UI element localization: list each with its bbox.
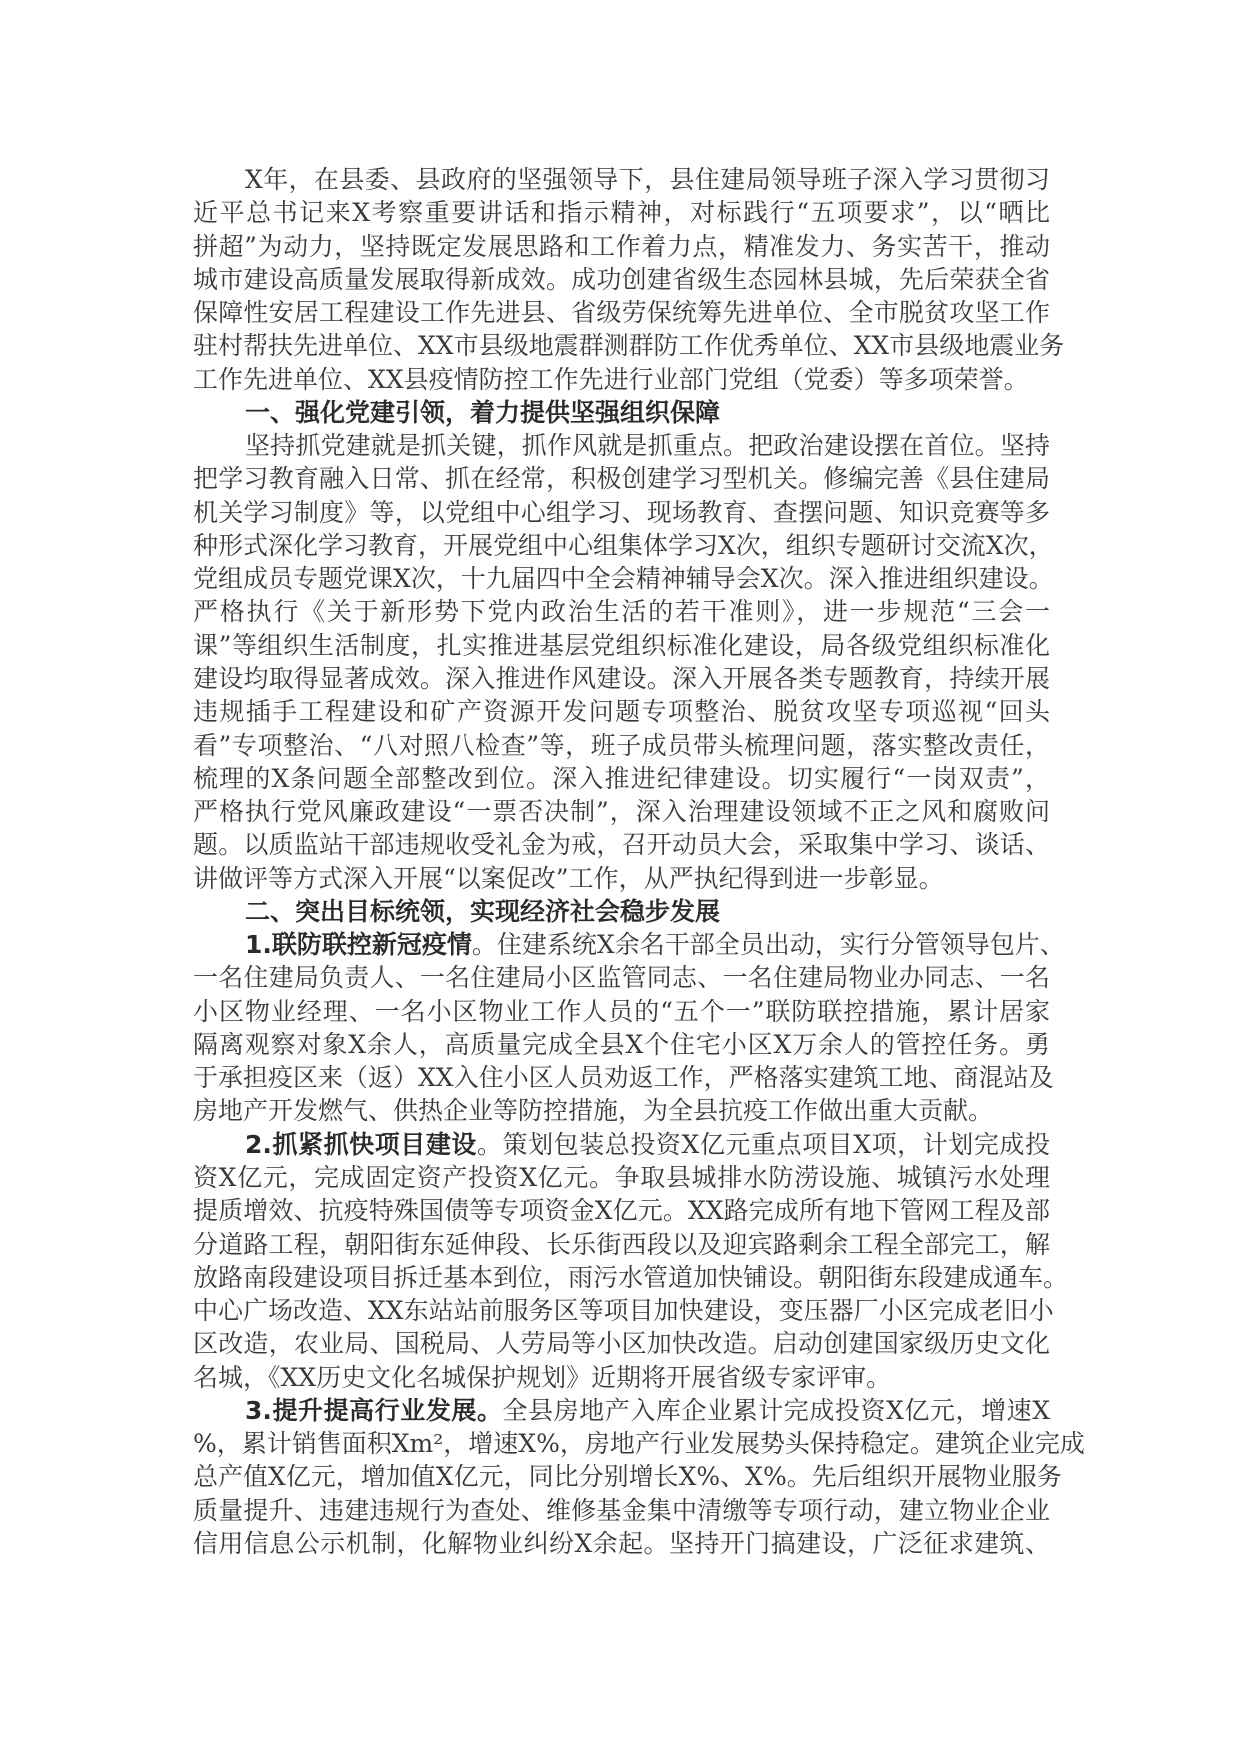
item-1-text: 。住建系统X余名干部全员出动，实行分管领导包片、 — [471, 930, 1065, 960]
section1-line: 严格执行《关于新形势下党内政治生活的若干准则》，进一步规范“三会一 — [193, 597, 1050, 627]
section-heading-1: 一、强化党建引领，着力提供坚强组织保障 — [245, 397, 721, 427]
item-1-title: 1.联防联控新冠疫情 — [245, 930, 472, 960]
intro-line: 拼超”为动力，坚持既定发展思路和工作着力点，精准发力、务实苦干，推动 — [193, 231, 1050, 261]
item-3-first-line — [193, 1394, 1050, 1427]
item-3-text: 全县房地产入库企业累计完成投资X亿元，增速X — [502, 1395, 1050, 1425]
item-3-line: %，累计销售面积Xm²，增速X%，房地产行业发展势头保持稳定。建筑企业完成 — [193, 1429, 1085, 1459]
item-1-line: 小区物业经理、一名小区物业工作人员的“五个一”联防联控措施，累计居家 — [193, 996, 1050, 1026]
section1-line: 课”等组织生活制度，扎实推进基层党组织标准化建设，局各级党组织标准化 — [193, 630, 1050, 660]
section1-line: 讲做评等方式深入开展“以案促改”工作，从严执纪得到进一步彰显。 — [193, 863, 944, 893]
section1-line: 党组成员专题党课X次，十九届四中全会精神辅导会X次。深入推进组织建设。 — [193, 564, 1054, 594]
section1-line: 种形式深化学习教育，开展党组中心组集体学习X次，组织专题研讨交流X次， — [193, 530, 1054, 560]
item-2-line: 中心广场改造、XX东站站前服务区等项目加快建设，变压器厂小区完成老旧小 — [193, 1296, 1054, 1326]
item-1-line: 房地产开发燃气、供热企业等防控措施，为全县抗疫工作做出重大贡献。 — [193, 1096, 994, 1126]
section1-line: 坚持抓党建就是抓关键，抓作风就是抓重点。把政治建设摆在首位。坚持 — [245, 431, 1050, 461]
item-2-first-line — [193, 1128, 1050, 1161]
section1-line: 把学习教育融入日常、抓在经常，积极创建学习型机关。修编完善《县住建局 — [193, 464, 1050, 494]
item-2-line: 名城，《XX历史文化名城保护规划》近期将开展省级专家评审。 — [193, 1362, 892, 1392]
section1-line: 题。以质监站干部违规收受礼金为戒，召开动员大会，采取集中学习、谈话、 — [193, 830, 1050, 860]
item-2-line: 放路南段建设项目拆迁基本到位，雨污水管道加快铺设。朝阳街东段建成通车。 — [193, 1262, 1069, 1292]
item-1-line: 于承担疫区来（返）XX入住小区人员劝返工作，严格落实建筑工地、商混站及 — [193, 1063, 1054, 1093]
intro-line: 驻村帮扶先进单位、XX市县级地震群测群防工作优秀单位、XX市县级地震业务 — [193, 331, 1065, 361]
item-3-title: 3.提升提高行业发展。 — [245, 1395, 503, 1425]
document-body — [193, 163, 1085, 1560]
item-2-line: 资X亿元，完成固定资产投资X亿元。争取县城排水防涝设施、城镇污水处理 — [193, 1162, 1050, 1192]
section1-line: 违规插手工程建设和矿产资源开发问题专项整治、脱贫攻坚专项巡视“回头 — [193, 697, 1050, 727]
item-2-text: 。策划包装总投资X亿元重点项目X项，计划完成投 — [476, 1129, 1050, 1159]
item-1-line: 一名住建局负责人、一名住建局小区监管同志、一名住建局物业办同志、一名 — [193, 963, 1050, 993]
item-1-first-line — [193, 928, 1065, 961]
section1-line: 机关学习制度》等，以党组中心组学习、现场教育、查摆问题、知识竞赛等多 — [193, 497, 1050, 527]
intro-line: X年，在县委、县政府的坚强领导下，县住建局领导班子深入学习贯彻习 — [245, 165, 1050, 194]
intro-line: 近平总书记来X考察重要讲话和指示精神，对标践行“五项要求”，以“晒比 — [193, 198, 1050, 228]
item-2-line: 区改造，农业局、国税局、人劳局等小区加快改造。启动创建国家级历史文化 — [193, 1329, 1050, 1359]
intro-line: 工作先进单位、XX县疫情防控工作先进行业部门党组（党委）等多项荣誉。 — [193, 364, 1029, 394]
item-2-line: 提质增效、抗疫特殊国债等专项资金X亿元。XX路完成所有地下管网工程及部 — [193, 1196, 1050, 1226]
section1-line: 严格执行党风廉政建设“一票否决制”，深入治理建设领域不正之风和腐败问 — [193, 797, 1050, 827]
item-3-line: 总产值X亿元，增加值X亿元，同比分别增长X%、X%。先后组织开展物业服务 — [193, 1462, 1062, 1492]
item-2-line: 分道路工程，朝阳街东延伸段、长乐街西段以及迎宾路剩余工程全部完工，解 — [193, 1229, 1050, 1259]
item-3-line: 质量提升、违建违规行为查处、维修基金集中清缴等专项行动，建立物业企业 — [193, 1495, 1050, 1525]
section1-line: 建设均取得显著成效。深入推进作风建设。深入开展各类专题教育，持续开展 — [193, 663, 1050, 693]
section1-line: 梳理的X条问题全部整改到位。深入推进纪律建设。切实履行“一岗双责”， — [193, 763, 1050, 793]
intro-line: 保障性安居工程建设工作先进县、省级劳保统筹先进单位、全市脱贫攻坚工作 — [193, 298, 1050, 328]
item-1-line: 隔离观察对象X余人，高质量完成全县X个住宅小区X万余人的管控任务。勇 — [193, 1029, 1050, 1059]
item-3-line: 信用信息公示机制，化解物业纠纷X余起。坚持开门搞建设，广泛征求建筑、 — [193, 1528, 1050, 1558]
section1-line: 看”专项整治、“八对照八检查”等，班子成员带头梳理问题，落实整改责任， — [193, 730, 1050, 760]
intro-line: 城市建设高质量发展取得新成效。成功创建省级生态园林县城，先后荣获全省 — [193, 264, 1050, 294]
section-heading-2: 二、突出目标统领，实现经济社会稳步发展 — [245, 896, 721, 926]
item-2-title: 2.抓紧抓快项目建设 — [245, 1129, 477, 1159]
